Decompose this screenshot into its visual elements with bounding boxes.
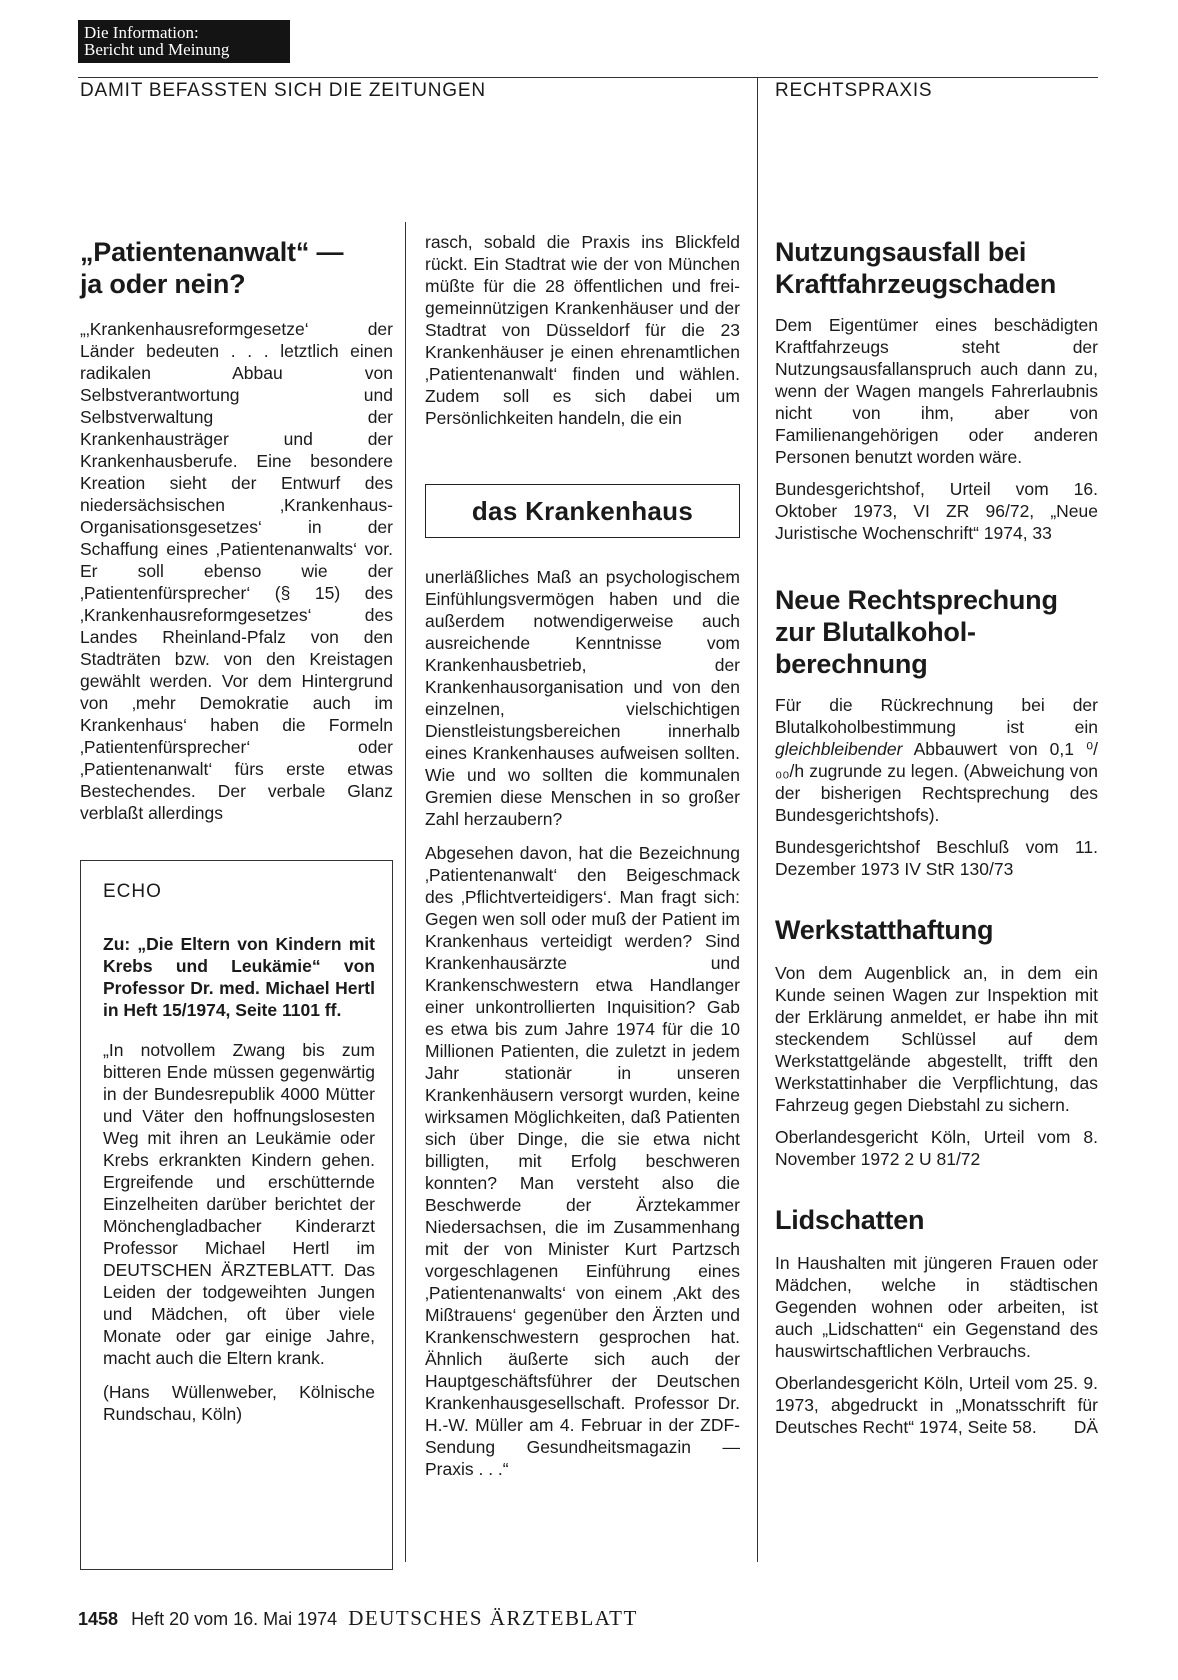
article-paragraph-4: Abgesehen davon, hat die Bezeichnung ‚Patientenanwalt‘ den Beigeschmack des ‚Pflichtverteidigers‘. Man fragt sich: Gegen wen soll oder muß der Patient im Krankenhaus verteidigt werden? Sind Krankenhausärzte und Krankenschwestern etwa Handlanger einer unkontrollierten Inquisition? Gab es etwa bis zum Jahre 1974 für die 10 Millionen Patienten, die zuletzt in jedem Jahr stationär in unseren Krankenhäusern versorgt wurden, keine wirksamen Möglichkeiten, daß Patienten sich über Dinge, die sie etwa nicht billigten, mit Erfolg beschweren konnten? Man versteht also die Beschwerde der Ärztekammer Niedersachsen, die im Zusammenhang mit der von Minister Kurt Partzsch vorgeschlagenen Einführung eines ‚Patientenanwalts‘ von einem ‚Akt des Mißtrauens‘ gegenüber den Ärzten und Krankenschwestern gesprochen hat. Ähnlich äußerte sich auch der Hauptgeschäftsführer der Deutschen Krankenhausgesellschaft. Professor Dr. H.-W. Müller am 4. Februar in der ZDF-Sendung Gesundheitsmagazin — Praxis . . .“	[425, 843, 740, 1479]
law-title-line: berechnung	[775, 649, 928, 679]
article-column-2-top	[425, 231, 740, 439]
article-column-1	[80, 318, 393, 824]
column-divider-2	[757, 222, 758, 1562]
tag-line-2: Bericht und Meinung	[84, 40, 230, 59]
law-title-line: zur Blutalkohol-	[775, 617, 976, 647]
article-paragraph-2: rasch, sobald die Praxis ins Blickfeld rückt. Ein Stadtrat wie der von München müßte für die 28 öffentlichen und frei-gemeinnützigen Krankenhäuser und der Stadtrat von Düsseldorf für die 23 Krankenhäuser je einen ehrenamtlichen ‚Patientenanwalt‘ finden und wählen. Zudem soll es sich dabei um Persönlichkeiten handeln, die ein	[425, 232, 740, 428]
article-title-line-2: ja oder nein?	[80, 269, 246, 299]
section-title-right: RECHTSPRAXIS	[775, 80, 933, 101]
law-text-werkstatthaftung: Von dem Augenblick an, in dem ein Kunde seinen Wagen zur Inspektion mit der Erklärung anmeldet, er habe ihn mit steckendem Schlüssel auf dem Werkstattgelände abgestellt, trifft den Werkstattinhaber die Verpflichtung, das Fahrzeug gegen Diebstahl zu sichern.	[775, 963, 1098, 1115]
article-paragraph-1: „‚Krankenhausreformgesetze‘ der Länder bedeuten . . . letztlich einen radikalen Abbau von Selbstverantwortung und Selbstverwaltung der Krankenhausträger und der Krankenhausberufe. Eine besondere Kreation sieht der Entwurf des niedersächsischen ‚Krankenhaus-Organisationsgesetzes‘ in der Schaffung eines ‚Patientenanwalts‘ vor. Er soll ebenso wie der ‚Patientenfürsprecher‘ (§ 15) des ‚Krankenhausreformgesetzes‘ des Landes Rheinland-Pfalz von den Stadträten bzw. von den Kreistagen gewählt werden. Vor dem Hintergrund von ‚mehr Demokratie auch im Krankenhaus‘ haben die Formeln ‚Patientenfürsprecher‘ oder ‚Patientenanwalt‘ fürs erste etwas Bestechendes. Der verbale Glanz verblaßt allerdings	[80, 319, 393, 823]
section-title-left: DAMIT BEFASSTEN SICH DIE ZEITUNGEN	[80, 80, 486, 101]
law-item-blutalkohol	[775, 584, 1098, 880]
article-title-line-1: „Patientenanwalt“ —	[80, 237, 344, 267]
law-title-werkstatthaftung: Werkstatthaftung	[775, 915, 994, 945]
law-text-blutalkohol	[775, 694, 1098, 826]
law-source-blutalkohol: Bundesgerichtshof Beschluß vom 11. Dezember 1973 IV StR 130/73	[775, 837, 1098, 879]
header-rule	[78, 77, 1098, 78]
law-title-nutzungsausfall	[775, 236, 1098, 300]
section-tag	[78, 20, 290, 63]
author-signature: DÄ	[1073, 1417, 1098, 1437]
law-item-lidschatten	[775, 1204, 1098, 1438]
issue-info: Heft 20 vom 16. Mai 1974	[131, 1609, 338, 1629]
article-patientenanwalt	[80, 236, 393, 834]
krankenhaus-box-label: das Krankenhaus	[471, 495, 694, 526]
law-text-italic: gleichbleibender	[775, 739, 903, 759]
law-source-nutzungsausfall: Bundesgerichtshof, Urteil vom 16. Oktober 1973, VI ZR 96/72, „Neue Juristische Wochenschrift“ 1974, 33	[775, 479, 1098, 543]
magazine-name: DEUTSCHES ÄRZTEBLATT	[348, 1606, 638, 1630]
echo-box	[80, 860, 393, 1570]
article-paragraph-3: unerläßliches Maß an psychologischem Einfühlungsvermögen haben und die außerdem notwendigerweise auch ausreichende Kenntnisse vom Krankenhausbetrieb, der Krankenhausorganisation und von den einzelnen, vielschichtigen Dienstleistungsbereichen innerhalb eines Krankenhauses aufweisen sollten. Wie und wo sollten die kommunalen Gremien diese Menschen in so großer Zahl herzaubern?	[425, 567, 740, 829]
law-item-werkstatthaftung	[775, 914, 1098, 1170]
law-text-part: Für die Rückrechnung bei der Blutalkoholbestimmung ist ein	[775, 695, 1098, 737]
law-title-line: Neue Rechtsprechung	[775, 585, 1058, 615]
page-footer	[78, 1606, 638, 1631]
law-source-lidschatten	[775, 1372, 1098, 1438]
echo-reference: Zu: „Die Eltern von Kindern mit Krebs und Leukämie“ von Professor Dr. med. Michael Hertl in Heft 15/1974, Seite 1101 ff.	[103, 934, 375, 1020]
page-number: 1458	[78, 1609, 119, 1629]
rechtspraxis-column	[775, 236, 1098, 1448]
law-text-lidschatten: In Haushalten mit jüngeren Frauen oder Mädchen, welche in städtischen Gegenden wohnen oder arbeiten, ist auch „Lidschatten“ ein Gegenstand des hauswirtschaftlichen Verbrauchs.	[775, 1253, 1098, 1361]
law-text-part: Abbauwert von 0,1 ⁰/₀₀/h zugrunde zu legen. (Abweichung von der bisherigen Rechtsprechung des Bundesgerichtshofs).	[775, 739, 1098, 825]
law-source-werkstatthaftung: Oberlandesgericht Köln, Urteil vom 8. November 1972 2 U 81/72	[775, 1127, 1098, 1169]
article-title	[80, 236, 393, 300]
law-title-line: Nutzungsausfall bei	[775, 237, 1027, 267]
echo-text: „In notvollem Zwang bis zum bitteren Ende müssen gegenwärtig in der Bundesrepublik 4000 Mütter und Väter den hoffnungslosesten Weg mit ihren an Leukämie oder Krebs erkrankten Kindern gehen. Ergreifende und erschütternde Einzelheiten darüber berichtet der Mönchengladbacher Kinderarzt Professor Michael Hertl im DEUTSCHEN ÄRZTEBLATT. Das Leiden der todgeweihten Jungen und Mädchen, oft über viele Monate oder gar einige Jahre, macht auch die Eltern krank.	[103, 1040, 375, 1368]
law-title-blutalkohol	[775, 584, 1098, 680]
law-text-nutzungsausfall: Dem Eigentümer eines beschädigten Kraftfahrzeugs steht der Nutzungsausfallanspruch auch dann zu, wenn der Wagen mangels Fahrerlaubnis nicht von ihm, aber von Familienangehörigen oder anderen Personen benutzt worden wäre.	[775, 315, 1098, 467]
article-column-2-bottom	[425, 566, 740, 1490]
law-item-nutzungsausfall	[775, 236, 1098, 544]
krankenhaus-box	[425, 484, 740, 538]
echo-source: (Hans Wüllenweber, Kölnische Rundschau, Köln)	[103, 1382, 375, 1424]
law-source-text: Oberlandesgericht Köln, Urteil vom 25. 9. 1973, abgedruckt in „Monatsschrift für Deutsches Recht“ 1974, Seite 58.	[775, 1373, 1098, 1437]
column-divider-1	[405, 222, 406, 1562]
law-title-lidschatten: Lidschatten	[775, 1205, 925, 1235]
header-divider	[757, 77, 758, 222]
tag-line-1: Die Information:	[84, 23, 199, 42]
echo-label: ECHO	[103, 881, 162, 902]
law-title-line: Kraftfahrzeugschaden	[775, 269, 1057, 299]
